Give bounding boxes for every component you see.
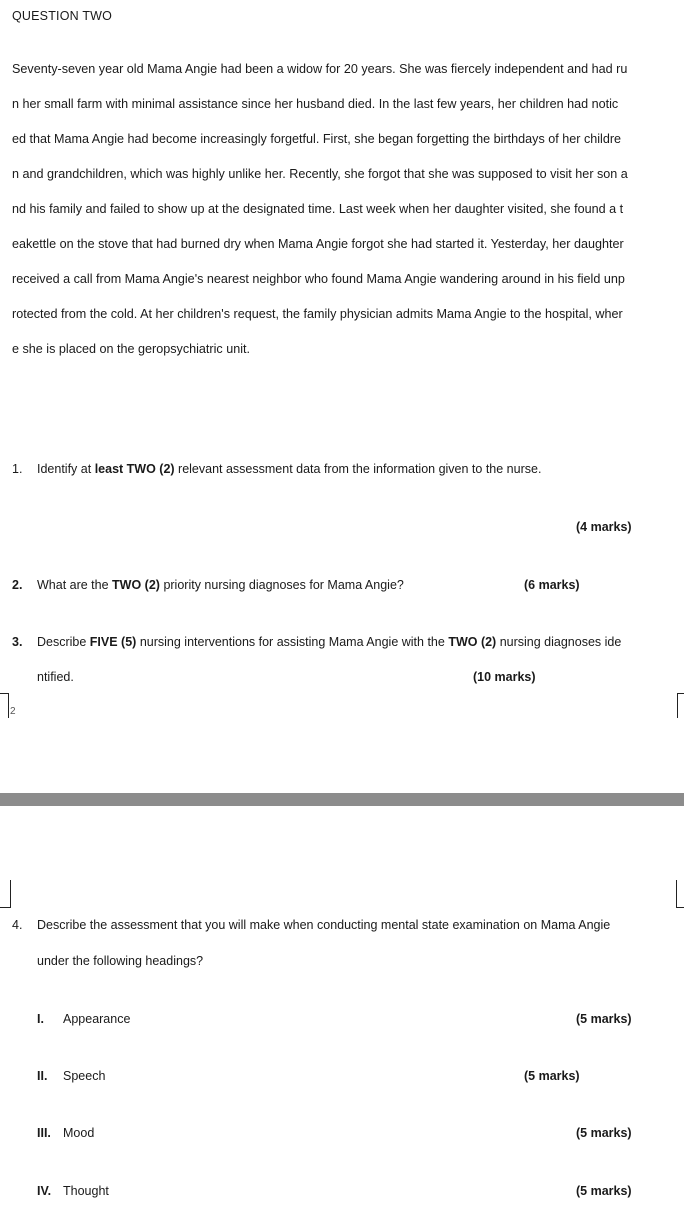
scenario-line: rotected from the cold. At her children's request, the family physician admits Mama Angie to the hospital, wher: [12, 307, 623, 321]
subitem-numeral: IV.: [37, 1184, 52, 1198]
question-1-emphasis: least TWO (2): [94, 462, 175, 476]
subitem-marks: (5 marks): [524, 1069, 580, 1083]
subitem-label-mood: Mood: [63, 1126, 95, 1140]
scenario-line: ed that Mama Angie had become increasingly forgetful. First, she began forgetting the birthdays of her childre: [12, 132, 622, 146]
page-break-divider: [0, 793, 684, 806]
scenario-line: n and grandchildren, which was highly unlike her. Recently, she forgot that she was supposed to visit her son a: [12, 167, 628, 181]
subitem-marks: (5 marks): [576, 1184, 632, 1198]
scenario-line: received a call from Mama Angie's nearest neighbor who found Mama Angie wandering around in his field unp: [12, 272, 625, 286]
question-heading: QUESTION TWO: [12, 9, 113, 23]
subitem-marks: (5 marks): [576, 1126, 632, 1140]
page-number: 2: [10, 706, 16, 717]
subitem-numeral: I.: [37, 1012, 44, 1026]
subitem-marks: (5 marks): [576, 1012, 632, 1026]
crop-mark-bottom-right: [676, 880, 684, 908]
question-2-text-part: priority nursing diagnoses for Mama Angie?: [159, 578, 404, 592]
question-3-text-part: nursing interventions for assisting Mama Angie with the: [136, 635, 449, 649]
question-2-number: 2.: [12, 578, 23, 592]
question-3-text: [37, 635, 621, 649]
scenario-line: Seventy-seven year old Mama Angie had been a widow for 20 years. She was fiercely independent and had ru: [12, 62, 628, 76]
subitem-label-appearance: Appearance: [63, 1012, 131, 1026]
question-3-marks: (10 marks): [473, 670, 536, 684]
question-2-emphasis: TWO (2): [112, 578, 160, 592]
question-2-text-part: What are the: [37, 578, 113, 592]
crop-mark-bottom-left: [0, 880, 11, 908]
subitem-label-speech: Speech: [63, 1069, 106, 1083]
question-1-marks: (4 marks): [576, 520, 632, 534]
crop-mark-top-right: [677, 693, 684, 718]
subitem-label-thought: Thought: [63, 1184, 109, 1198]
question-4-text: Describe the assessment that you will make when conducting mental state examination on Mama Angie: [37, 918, 611, 932]
question-3-text-part: Describe: [37, 635, 90, 649]
question-2-text: [37, 578, 404, 592]
crop-mark-top-left: [0, 693, 9, 718]
question-1-text: [37, 462, 541, 476]
question-3-emphasis: FIVE (5): [89, 635, 137, 649]
question-3-text-part: nursing diagnoses ide: [496, 635, 622, 649]
question-4-number: 4.: [12, 918, 23, 932]
question-2-marks: (6 marks): [524, 578, 580, 592]
question-1-text-part: Identify at: [37, 462, 95, 476]
scenario-line: nd his family and failed to show up at the designated time. Last week when her daughter visited, she found a t: [12, 202, 624, 216]
question-3-emphasis: TWO (2): [448, 635, 497, 649]
question-1-number: 1.: [12, 462, 23, 476]
question-3-number: 3.: [12, 635, 23, 649]
subitem-numeral: II.: [37, 1069, 48, 1083]
scenario-line: e she is placed on the geropsychiatric unit.: [12, 342, 251, 356]
question-1-text-part: relevant assessment data from the information given to the nurse.: [174, 462, 542, 476]
subitem-numeral: III.: [37, 1126, 51, 1140]
question-4-text-continued: under the following headings?: [37, 954, 204, 968]
scenario-line: eakettle on the stove that had burned dry when Mama Angie forgot she had started it. Yesterday, her daughter: [12, 237, 624, 251]
scenario-line: n her small farm with minimal assistance since her husband died. In the last few years, her children had notic: [12, 97, 619, 111]
question-3-text-continued: ntified.: [37, 670, 74, 684]
